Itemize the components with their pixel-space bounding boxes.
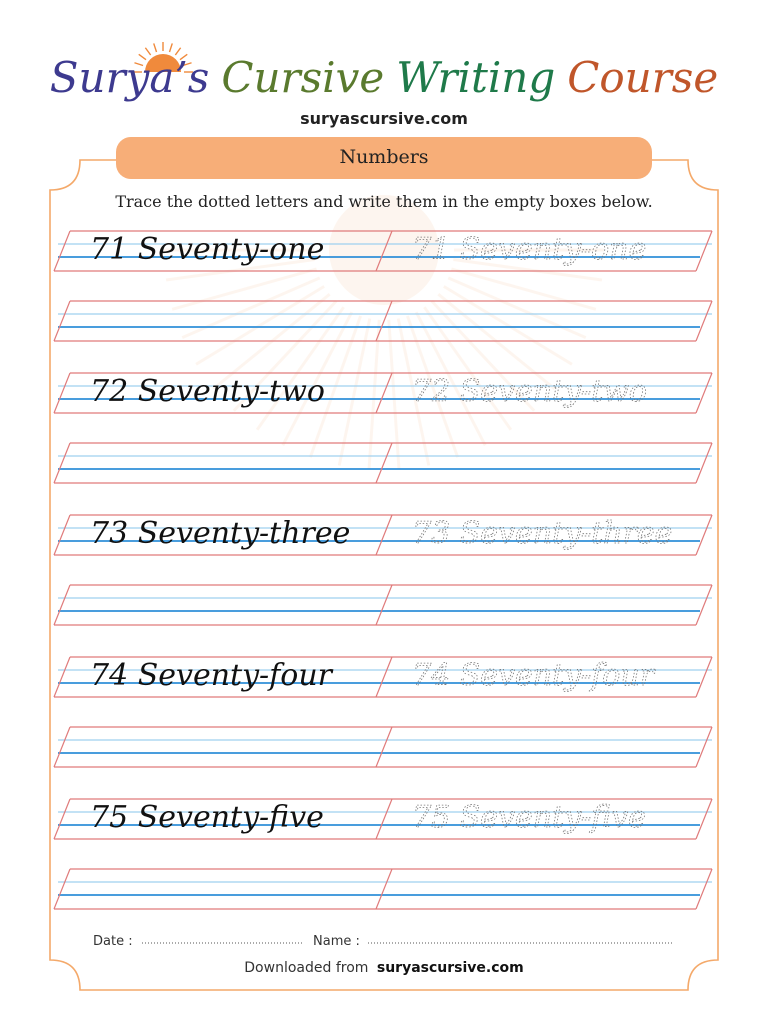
sunburst-ray xyxy=(369,320,379,470)
logo-word: Cursive xyxy=(221,53,385,102)
model-word: 74 Seventy-four xyxy=(90,658,333,693)
logo-word: Writing xyxy=(396,53,556,102)
banner-title: Numbers xyxy=(339,146,429,168)
logo-word: Surya’s xyxy=(49,53,210,102)
download-site-link[interactable]: suryascursive.com xyxy=(376,960,524,976)
box-edge-middle xyxy=(376,799,392,839)
box-edge-left xyxy=(54,373,70,413)
box-edge-middle xyxy=(376,869,392,909)
model-trace-row[interactable] xyxy=(54,657,712,697)
box-edge-right xyxy=(696,869,712,909)
model-word: 75 Seventy-five xyxy=(90,800,324,835)
blank-writing-row[interactable] xyxy=(54,301,712,341)
model-trace-row[interactable] xyxy=(54,515,712,555)
box-edge-right xyxy=(696,657,712,697)
trace-word: 73 Seventy-three xyxy=(412,516,673,551)
trace-word: 72 Seventy-two xyxy=(412,374,647,409)
blank-writing-row[interactable] xyxy=(54,727,712,767)
box-edge-left xyxy=(54,231,70,271)
box-edge-left xyxy=(54,799,70,839)
box-edge-left xyxy=(54,515,70,555)
box-edge-middle xyxy=(376,373,392,413)
box-edge-middle xyxy=(376,727,392,767)
sun-ray xyxy=(169,43,172,52)
box-edge-left xyxy=(54,869,70,909)
model-trace-row[interactable] xyxy=(54,799,712,839)
box-edge-right xyxy=(696,515,712,555)
download-credit xyxy=(244,960,523,976)
box-edge-right xyxy=(696,373,712,413)
course-logo xyxy=(50,42,718,128)
name-label: Name : xyxy=(313,934,360,949)
box-edge-right xyxy=(696,301,712,341)
blank-writing-row[interactable] xyxy=(54,585,712,625)
box-edge-left xyxy=(54,657,70,697)
model-trace-row[interactable] xyxy=(54,373,712,413)
box-edge-right xyxy=(696,585,712,625)
download-prefix: Downloaded from xyxy=(244,960,369,976)
trace-word: 75 Seventy-five xyxy=(412,800,646,835)
box-edge-right xyxy=(696,231,712,271)
blank-writing-row[interactable] xyxy=(54,443,712,483)
box-edge-middle xyxy=(376,515,392,555)
box-edge-middle xyxy=(376,657,392,697)
box-edge-right xyxy=(696,727,712,767)
model-word: 73 Seventy-three xyxy=(90,516,351,551)
box-edge-right xyxy=(696,799,712,839)
box-edge-middle xyxy=(376,443,392,483)
box-edge-right xyxy=(696,443,712,483)
box-edge-middle xyxy=(376,585,392,625)
trace-word: 74 Seventy-four xyxy=(412,658,655,693)
trace-word: 71 Seventy-one xyxy=(412,232,647,267)
model-word: 72 Seventy-two xyxy=(90,374,325,409)
model-word: 71 Seventy-one xyxy=(90,232,325,267)
box-edge-left xyxy=(54,727,70,767)
box-edge-left xyxy=(54,443,70,483)
box-edge-left xyxy=(54,301,70,341)
date-label: Date : xyxy=(93,934,133,949)
logo-title xyxy=(50,53,718,102)
instruction-text: Trace the dotted letters and write them in the empty boxes below. xyxy=(115,192,653,211)
blank-writing-row[interactable] xyxy=(54,869,712,909)
practice-area xyxy=(54,231,712,909)
box-edge-left xyxy=(54,585,70,625)
logo-word: Course xyxy=(567,53,719,102)
site-url: suryascursive.com xyxy=(300,109,468,128)
sun-ray xyxy=(154,43,157,52)
